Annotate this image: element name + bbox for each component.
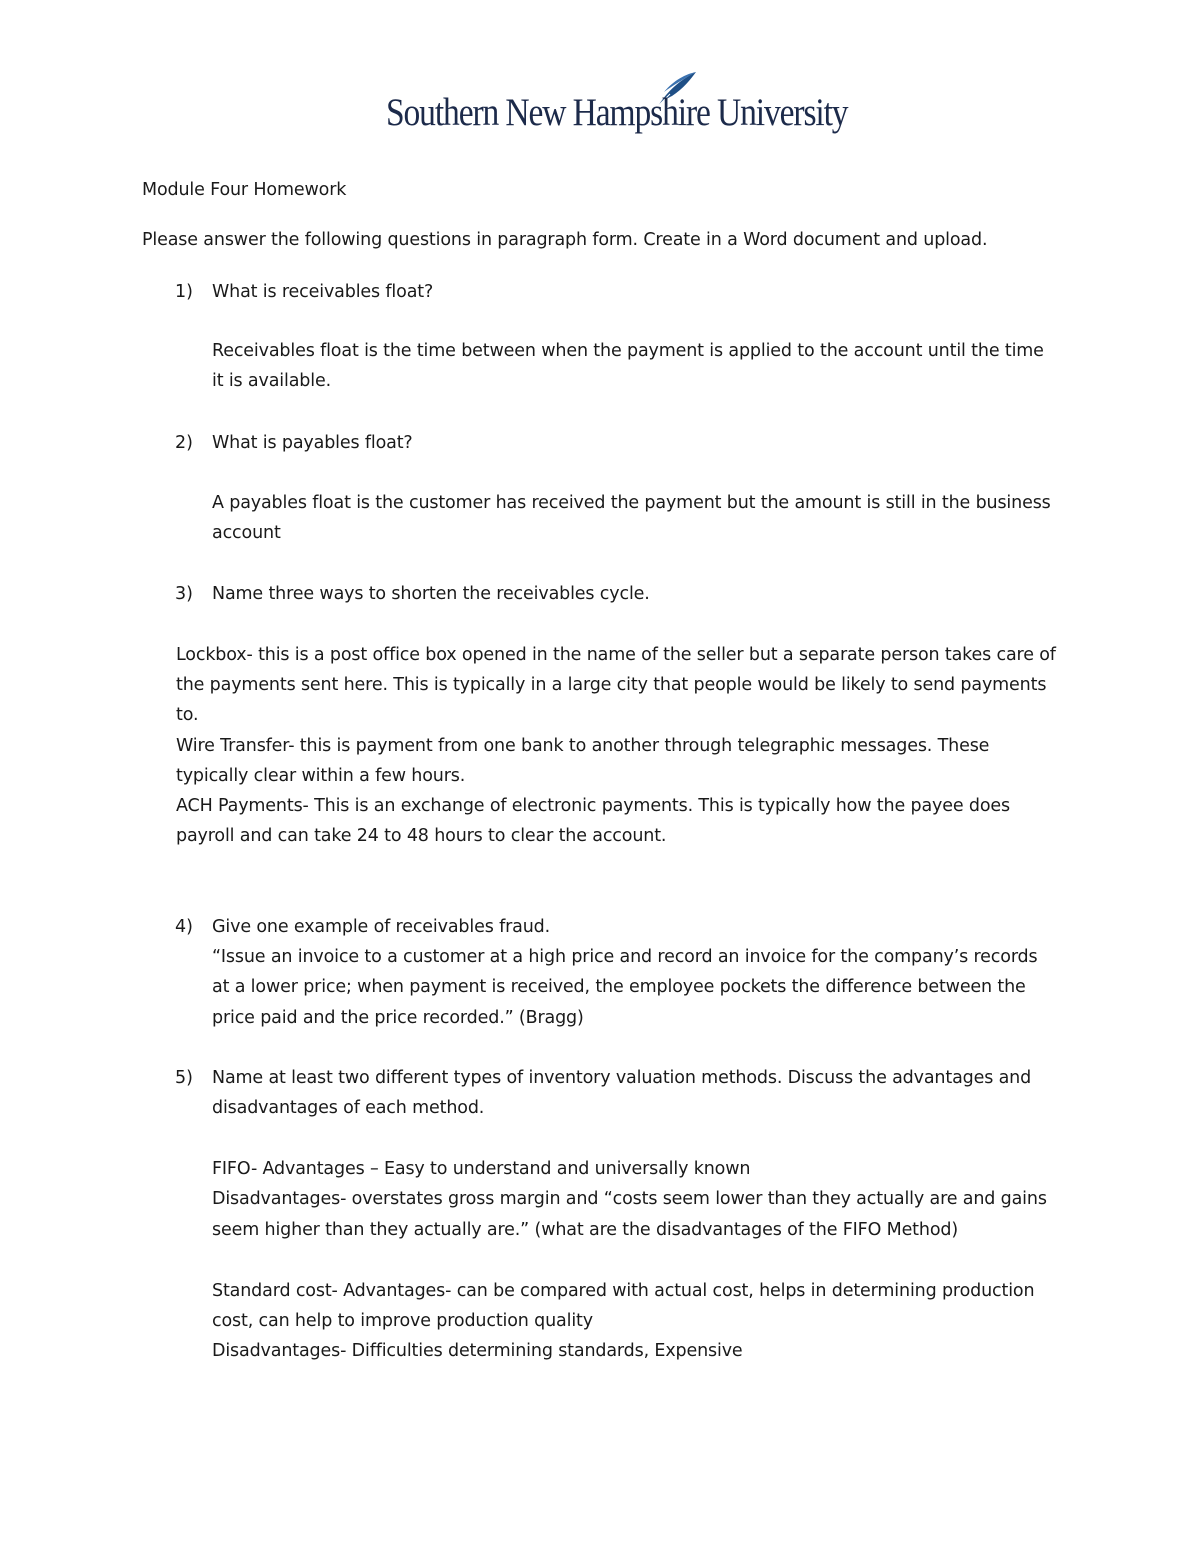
answer-line: ACH Payments- This is an exchange of electronic payments. This is typically how the payee does bbox=[176, 796, 1010, 816]
answer-line: it is available. bbox=[212, 371, 331, 391]
answer-line: Receivables float is the time between when the payment is applied to the account until the time bbox=[212, 341, 1044, 361]
question-text: Name at least two different types of inventory valuation methods. Discuss the advantages and bbox=[212, 1068, 1032, 1088]
answer-line: seem higher than they actually are.” (what are the disadvantages of the FIFO Method) bbox=[212, 1220, 959, 1240]
question-text: Name three ways to shorten the receivables cycle. bbox=[212, 584, 650, 604]
university-name: Southern New Hampshire University bbox=[386, 91, 848, 134]
answer-line: at a lower price; when payment is received, the employee pockets the difference between the bbox=[212, 977, 1026, 997]
document-title: Module Four Homework bbox=[142, 180, 347, 200]
answer-line: Lockbox- this is a post office box opened in the name of the seller but a separate person takes care of bbox=[176, 645, 1056, 665]
question-number: 3) bbox=[175, 584, 193, 604]
answer-line: account bbox=[212, 523, 281, 543]
question-text: What is payables float? bbox=[212, 433, 413, 453]
question-text: What is receivables float? bbox=[212, 282, 434, 302]
answer-line: A payables float is the customer has received the payment but the amount is still in the business bbox=[212, 493, 1051, 513]
answer-line: “Issue an invoice to a customer at a high price and record an invoice for the company’s records bbox=[212, 947, 1038, 967]
question-number: 4) bbox=[175, 917, 193, 937]
answer-line: typically clear within a few hours. bbox=[176, 766, 466, 786]
answer-line: Standard cost- Advantages- can be compared with actual cost, helps in determining production bbox=[212, 1281, 1035, 1301]
question-number: 1) bbox=[175, 282, 193, 302]
answer-line: FIFO- Advantages – Easy to understand and universally known bbox=[212, 1159, 751, 1179]
answer-line: payroll and can take 24 to 48 hours to clear the account. bbox=[176, 826, 667, 846]
answer-line: Wire Transfer- this is payment from one bank to another through telegraphic messages. These bbox=[176, 736, 990, 756]
answer-line: Disadvantages- overstates gross margin and “costs seem lower than they actually are and gains bbox=[212, 1189, 1047, 1209]
question-text: Give one example of receivables fraud. bbox=[212, 917, 551, 937]
question-number: 2) bbox=[175, 433, 193, 453]
answer-line: cost, can help to improve production quality bbox=[212, 1311, 593, 1331]
university-logo bbox=[386, 68, 848, 138]
answer-line: to. bbox=[176, 705, 199, 725]
question-text: disadvantages of each method. bbox=[212, 1098, 485, 1118]
question-number: 5) bbox=[175, 1068, 193, 1088]
answer-line: Disadvantages- Difficulties determining standards, Expensive bbox=[212, 1341, 743, 1361]
answer-line: the payments sent here. This is typically in a large city that people would be likely to send payments bbox=[176, 675, 1047, 695]
answer-line: price paid and the price recorded.” (Bragg) bbox=[212, 1008, 584, 1028]
instructions-text: Please answer the following questions in paragraph form. Create in a Word document and upload. bbox=[142, 230, 988, 250]
